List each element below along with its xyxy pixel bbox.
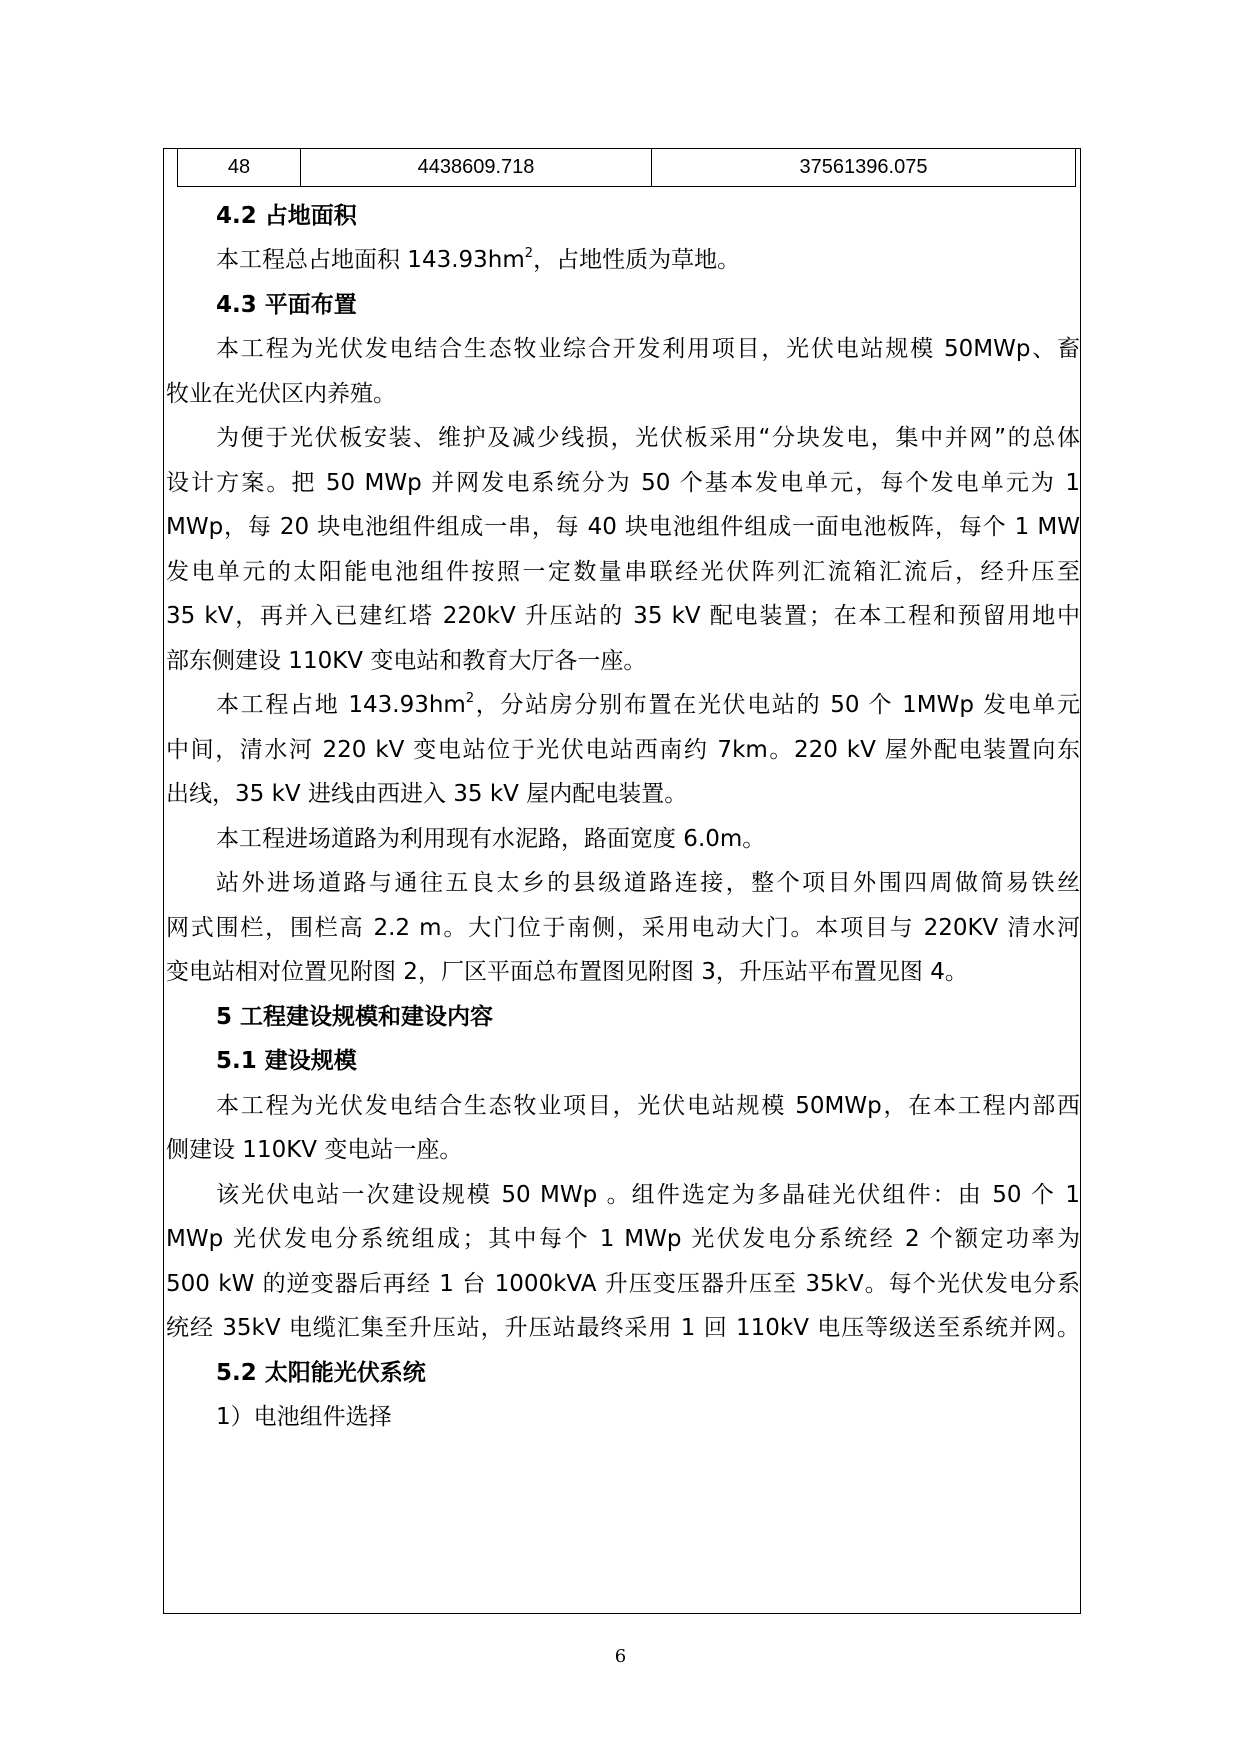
page-number: 6	[614, 1646, 627, 1667]
section-heading-4-2: 4.2 占地面积	[216, 203, 357, 229]
document-frame	[163, 148, 1081, 1614]
paragraph-line: 该光伏电站一次建设规模 50 MWp 。组件选定为多晶硅光伏组件：由 50 个 1	[216, 1182, 1080, 1208]
paragraph-line: 中间，清水河 220 kV 变电站位于光伏电站西南约 7km。220 kV 屋外配电装置向东	[166, 737, 1080, 763]
paragraph-line: 500 kW 的逆变器后再经 1 台 1000kVA 升压变压器升压至 35kV。每个光伏发电分系	[166, 1271, 1080, 1297]
paragraph-line: MWp，每 20 块电池组件组成一串，每 40 块电池组件组成一面电池板阵，每个 1 MW	[166, 514, 1080, 540]
coordinate-table	[177, 149, 1076, 187]
paragraph-line: 发电单元的太阳能电池组件按照一定数量串联经光伏阵列汇流箱汇流后，经升压至	[166, 559, 1080, 585]
list-item: 1）电池组件选择	[216, 1404, 392, 1430]
paragraph-line: 本工程为光伏发电结合生态牧业综合开发利用项目，光伏电站规模 50MWp、畜	[216, 336, 1080, 362]
paragraph-line: 牧业在光伏区内养殖。	[166, 381, 396, 407]
paragraph-line: 站外进场道路与通往五良太乡的县级道路连接，整个项目外围四周做简易铁丝	[216, 870, 1080, 896]
paragraph-line: 网式围栏，围栏高 2.2 m。大门位于南侧，采用电动大门。本项目与 220KV 清水河	[166, 915, 1080, 941]
text-span: 本工程占地 143.93hm	[216, 692, 466, 718]
paragraph-land-area	[216, 245, 740, 275]
table-row	[178, 149, 1076, 187]
paragraph-line: 本工程为光伏发电结合生态牧业项目，光伏电站规模 50MWp，在本工程内部西	[216, 1093, 1080, 1119]
section-heading-5: 5 工程建设规模和建设内容	[216, 1004, 494, 1030]
text-span: 本工程总占地面积 143.93hm	[216, 247, 525, 273]
text-span: ，分站房分别布置在光伏电站的 50 个 1MWp 发电单元	[474, 692, 1080, 718]
paragraph-line: 变电站相对位置见附图 2，厂区平面总布置图见附图 3，升压站平布置见图 4。	[166, 959, 968, 985]
paragraph-line: 为便于光伏板安装、维护及减少线损，光伏板采用“分块发电，集中并网”的总体	[216, 425, 1080, 451]
paragraph-line: 35 kV，再并入已建红塔 220kV 升压站的 35 kV 配电装置；在本工程和预留用地中	[166, 603, 1080, 629]
y-coordinate-cell: 37561396.075	[652, 149, 1076, 187]
paragraph-line	[216, 690, 1080, 720]
paragraph-line: 统经 35kV 电缆汇集至升压站，升压站最终采用 1 回 110kV 电压等级送至系统并网。	[166, 1315, 1080, 1341]
paragraph-line: 设计方案。把 50 MWp 并网发电系统分为 50 个基本发电单元，每个发电单元为 1	[166, 470, 1080, 496]
paragraph-line: MWp 光伏发电分系统组成；其中每个 1 MWp 光伏发电分系统经 2 个额定功率为	[166, 1226, 1080, 1252]
paragraph-line: 部东侧建设 110KV 变电站和教育大厅各一座。	[166, 648, 647, 674]
x-coordinate-cell: 4438609.718	[301, 149, 652, 187]
paragraph-line: 出线，35 kV 进线由西进入 35 kV 屋内配电装置。	[166, 781, 688, 807]
point-number-cell: 48	[178, 149, 301, 187]
superscript: 2	[524, 246, 534, 261]
superscript: 2	[465, 691, 475, 706]
section-heading-5-1: 5.1 建设规模	[216, 1048, 357, 1074]
section-heading-5-2: 5.2 太阳能光伏系统	[216, 1360, 426, 1386]
text-span: ，占地性质为草地。	[533, 247, 741, 273]
paragraph-line: 本工程进场道路为利用现有水泥路，路面宽度 6.0m。	[216, 826, 766, 852]
section-heading-4-3: 4.3 平面布置	[216, 292, 357, 318]
paragraph-line: 侧建设 110KV 变电站一座。	[166, 1137, 463, 1163]
